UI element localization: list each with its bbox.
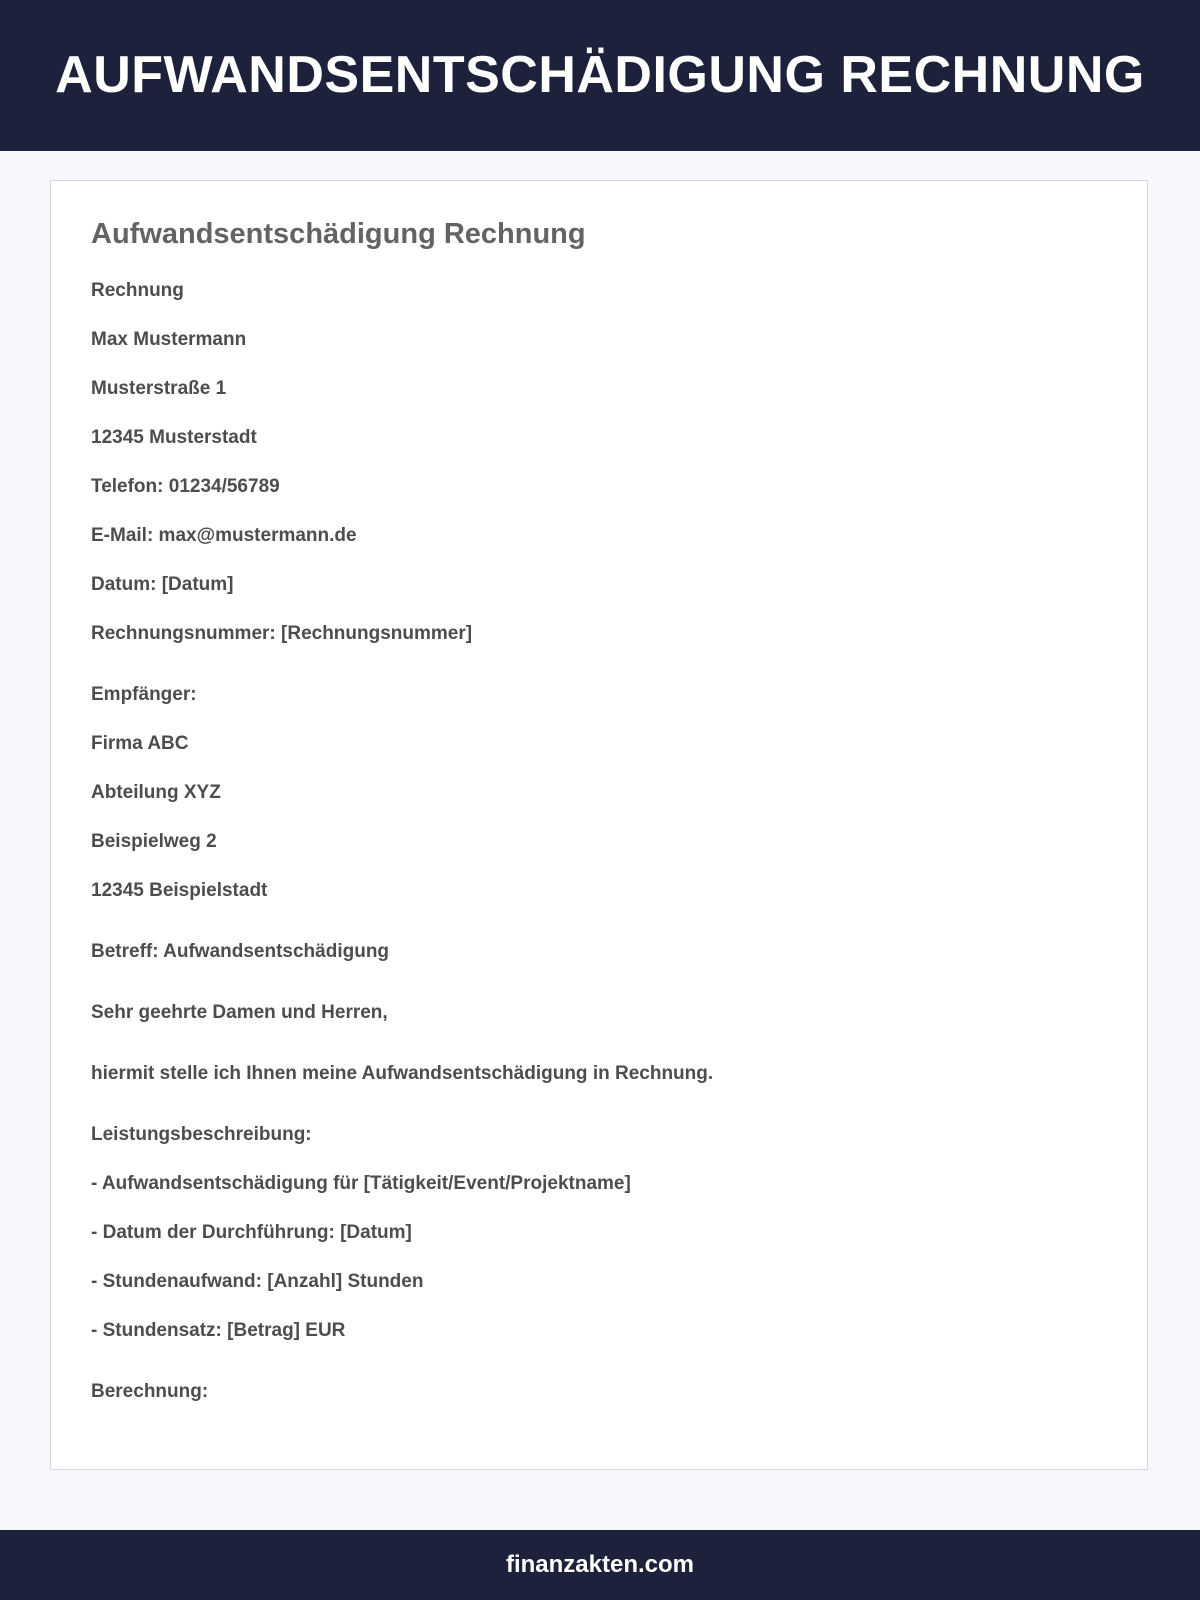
invoice-label: Rechnung bbox=[91, 280, 184, 301]
calculation-label: Berechnung: bbox=[91, 1381, 209, 1402]
subject-line: Betreff: Aufwandsentschädigung bbox=[91, 941, 390, 962]
recipient-street: Beispielweg 2 bbox=[91, 831, 217, 852]
document-title: Aufwandsentschädigung Rechnung bbox=[91, 218, 586, 250]
footer-site-name: finanzakten.com bbox=[505, 1551, 695, 1578]
body-text: hiermit stelle ich Ihnen meine Aufwandsentschädigung in Rechnung. bbox=[91, 1063, 714, 1084]
recipient-department: Abteilung XYZ bbox=[91, 782, 221, 803]
footer-bar bbox=[0, 1530, 1200, 1600]
recipient-city: 12345 Beispielstadt bbox=[91, 880, 268, 901]
service-item: - Stundenaufwand: [Anzahl] Stunden bbox=[91, 1271, 424, 1292]
page-title: AUFWANDSENTSCHÄDIGUNG RECHNUNG bbox=[55, 45, 1145, 104]
recipient-company: Firma ABC bbox=[91, 733, 189, 754]
sender-city: 12345 Musterstadt bbox=[91, 427, 257, 448]
salutation: Sehr geehrte Damen und Herren, bbox=[91, 1002, 388, 1023]
service-item: - Stundensatz: [Betrag] EUR bbox=[91, 1320, 346, 1341]
service-item: - Datum der Durchführung: [Datum] bbox=[91, 1222, 412, 1243]
sender-phone: Telefon: 01234/56789 bbox=[91, 476, 280, 497]
recipient-label: Empfänger: bbox=[91, 684, 197, 705]
invoice-date: Datum: [Datum] bbox=[91, 574, 234, 595]
sender-email: E-Mail: max@mustermann.de bbox=[91, 525, 357, 546]
service-item: - Aufwandsentschädigung für [Tätigkeit/Event/Projektname] bbox=[91, 1173, 631, 1194]
header-bar bbox=[0, 0, 1200, 151]
service-description-label: Leistungsbeschreibung: bbox=[91, 1124, 312, 1145]
sender-street: Musterstraße 1 bbox=[91, 378, 227, 399]
invoice-number: Rechnungsnummer: [Rechnungsnummer] bbox=[91, 623, 473, 644]
document-card bbox=[50, 180, 1148, 1470]
sender-name: Max Mustermann bbox=[91, 329, 247, 350]
